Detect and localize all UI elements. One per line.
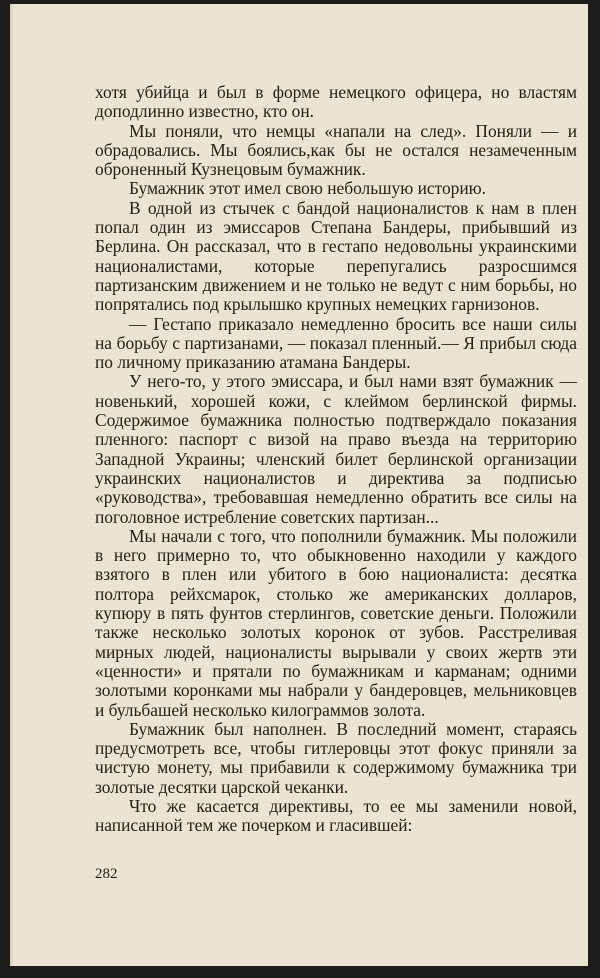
paragraph: У него-то, у этого эмиссара, и был нами взят бумажник — новенький, хорошей кожи, с клеймом берлинской фирмы. Содержимое бумажника полностью подтверждало показания пленного: паспорт с визой на право въезда на территорию Западной Украины; членский билет берлинской организации украинских националистов и директива за подписью «руководства», требовавшая немедленно обратить все силы на поголовное истребление советских партизан...	[95, 371, 577, 527]
paragraph-dialogue: — Гестапо приказало немедленно бросить все наши силы на борьбу с партизанами, — показал пленный.— Я прибыл сюда по личному приказанию атамана Бандеры.	[95, 313, 577, 373]
page-number: 282	[95, 866, 118, 882]
paragraph: Бумажник был наполнен. В последний момент, стараясь предусмотреть все, чтобы гитлеровцы этот фокус приняли за чистую монету, мы прибавили к содержимому бумажника три золотые десятки царской чеканки.	[95, 718, 577, 797]
book-page	[10, 4, 588, 966]
paragraph-continuation: хотя убийца и был в форме немецкого офицера, но властям доподлинно известно, кто он.	[95, 82, 577, 122]
paragraph: Бумажник этот имел свою небольшую историю.	[129, 178, 487, 199]
paragraph: Мы начали с того, что пополнили бумажник. Мы положили в него примерно то, что обыкновенно находили у каждого взятого в плен или убитого в бою националиста: десятка полтора рейхсмарок, столько же американских долларов, купюру в пять фунтов стерлингов, советские деньги. Положили также несколько золотых коронок от зубов. Расстреливая мирных людей, националисты вырывали у своих жертв эти «ценности» и прятали по бумажникам и карманам; одними золотыми коронками мы набрали у бандеровцев, мельниковцев и бульбашей несколько килограммов золота.	[95, 525, 577, 720]
body-text	[95, 83, 577, 836]
paragraph: Мы поняли, что немцы «напали на след». Поняли — и обрадовались. Мы боялись,как бы не остался незамеченным оброненный Кузнецовым бумажник.	[95, 120, 577, 180]
scan-border	[0, 966, 600, 978]
paragraph: В одной из стычек с бандой националистов к нам в плен попал один из эмиссаров Степана Бандеры, прибывший из Берлина. Он рассказал, что в гестапо недовольны украинскими националистами, которые перепугались разросшимся партизанским движением и не только не ведут с ним борьбы, но попрятались под крылышко крупных немецких гарнизонов.	[95, 197, 577, 315]
paragraph: Что же касается директивы, то ее мы заменили новой, написанной тем же почерком и гласившей:	[95, 795, 577, 836]
page-edge-shadow	[10, 4, 14, 966]
